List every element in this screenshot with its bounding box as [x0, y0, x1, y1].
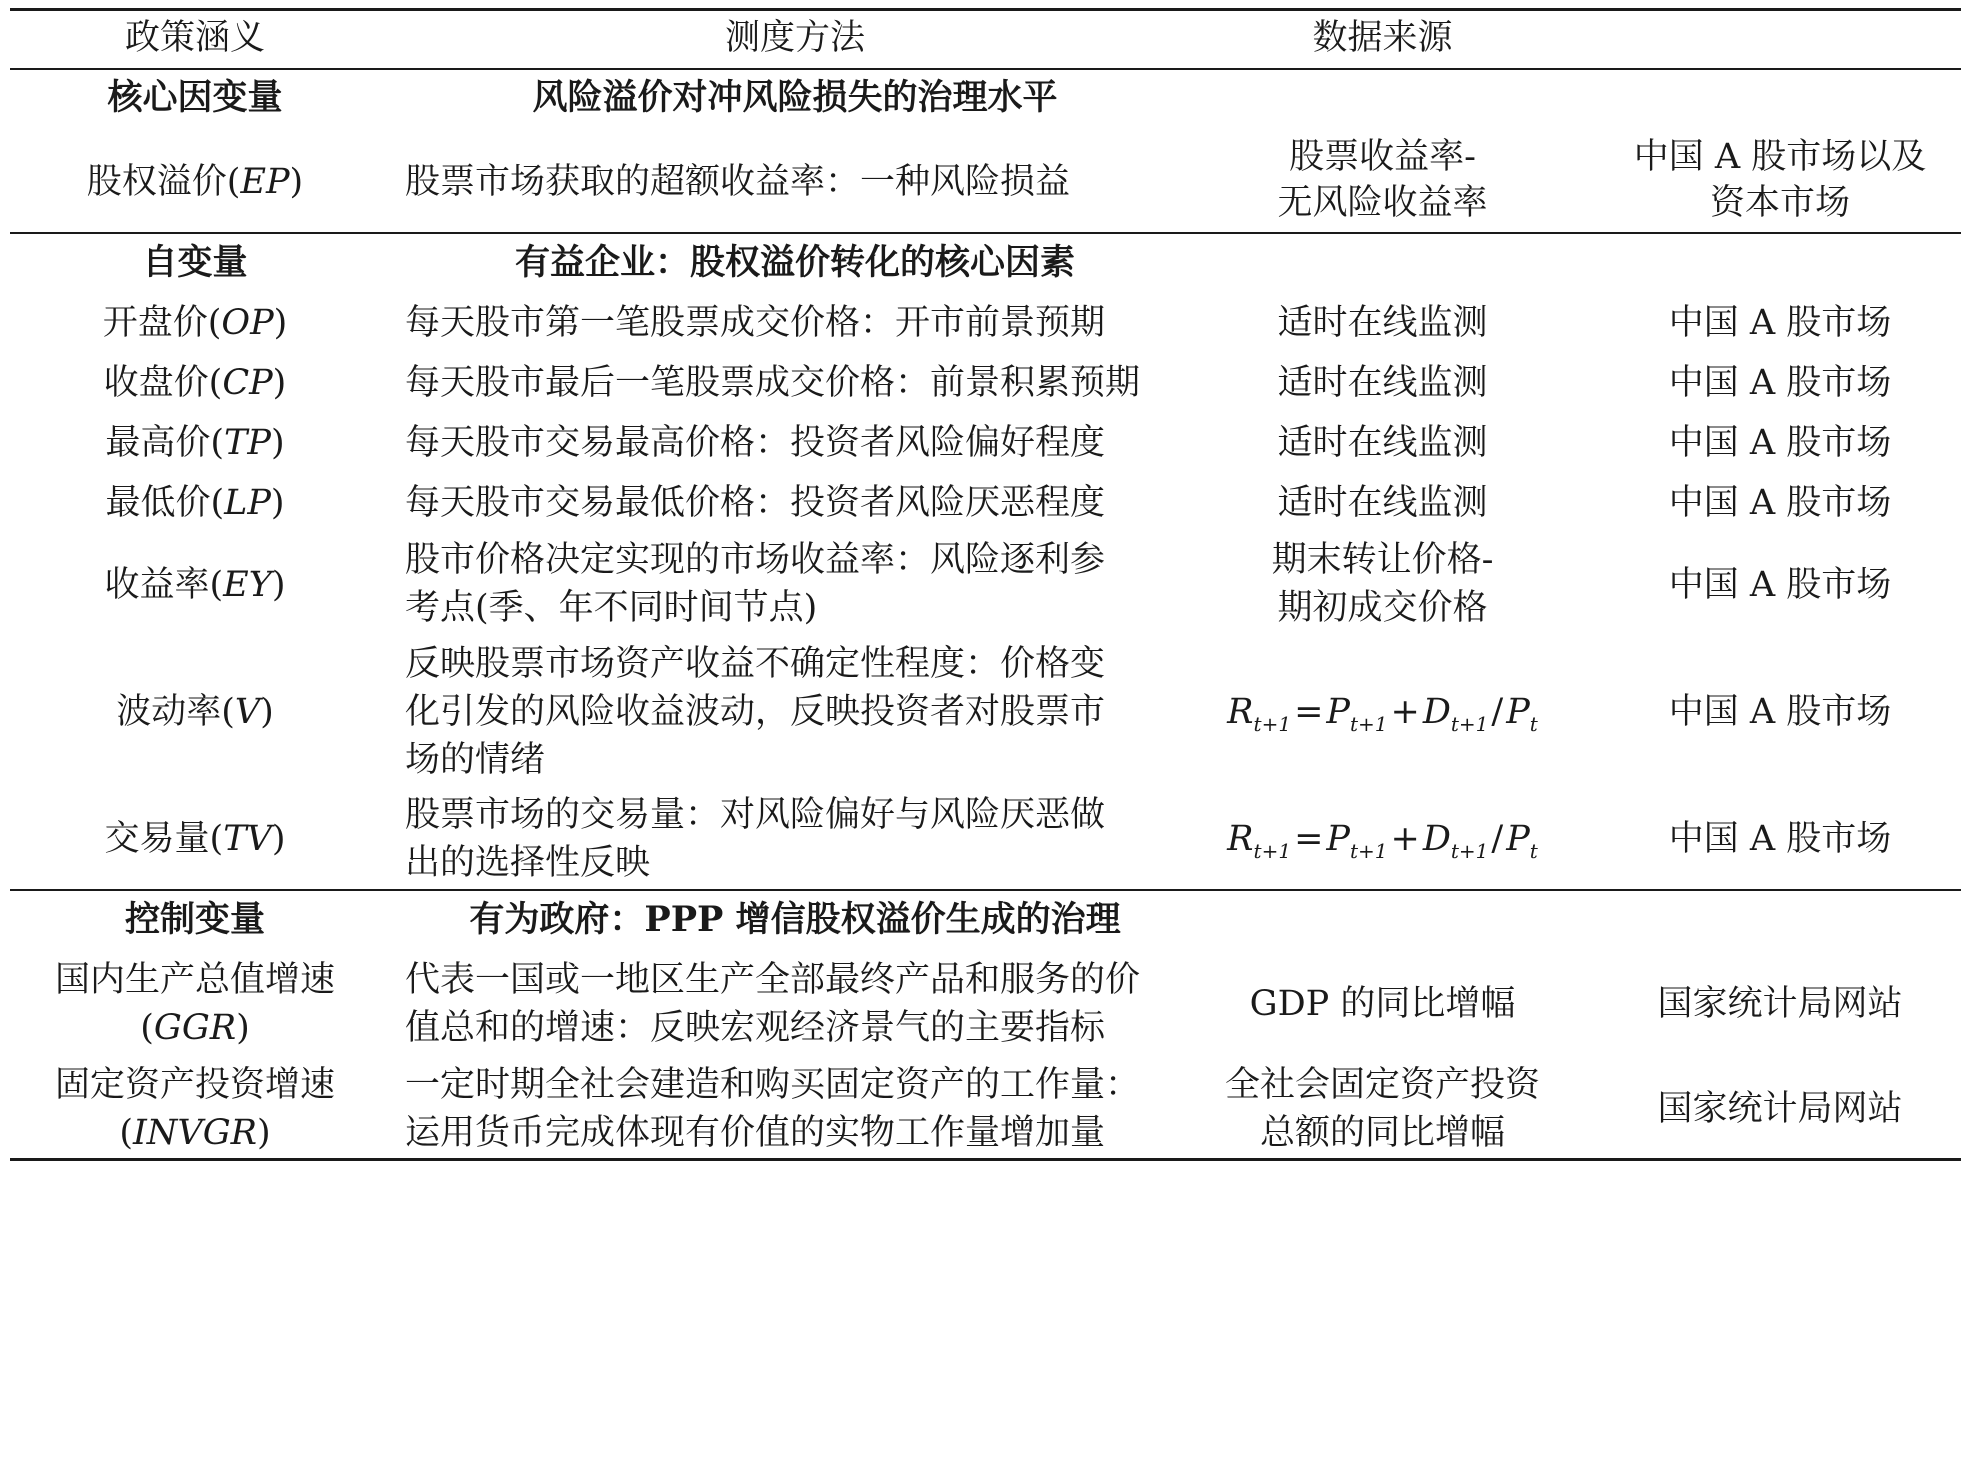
source-text: 中国 A 股市场 [1668, 303, 1892, 343]
measure-text: 全社会固定资产投资 [1224, 1065, 1540, 1105]
method-text: 场的情绪 [405, 740, 546, 780]
method-text: 出的选择性反映 [405, 843, 651, 883]
return-formula: $R_{t+1}=P_{t+1}+D_{t+1}/P_t$ [1227, 819, 1538, 863]
section-title: 核心因变量 [107, 77, 283, 118]
variable-name: 波动率(V) [116, 692, 274, 732]
section-title: 控制变量 [124, 899, 265, 940]
method-text: 值总和的增速：反映宏观经济景气的主要指标 [405, 1008, 1106, 1048]
variable-name: 开盘价(OP) [102, 303, 288, 343]
variable-name: 国内生产总值增速 [54, 960, 335, 1000]
variable-name: 固定资产投资增速 [54, 1065, 335, 1105]
measure-text: 股票收益率- 无风险收益率 [1277, 137, 1488, 223]
section-subtitle: 风险溢价对冲风险损失的治理水平 [532, 77, 1058, 118]
source-text: 中国 A 股市场以及 资本市场 [1633, 137, 1927, 223]
header-col-source: 数据来源 [1312, 18, 1453, 58]
method-text: 代表一国或一地区生产全部最终产品和服务的价 [405, 960, 1141, 1000]
header-col-method: 测度方法 [724, 18, 865, 58]
method-text: 反映股票市场资产收益不确定性程度：价格变 [405, 644, 1106, 684]
source-text: 中国 A 股市场 [1668, 692, 1892, 732]
method-text: 每天股市交易最高价格：投资者风险偏好程度 [405, 423, 1106, 463]
source-text: 中国 A 股市场 [1668, 565, 1892, 605]
section-subtitle: 有为政府：PPP 增信股权溢价生成的治理 [469, 899, 1121, 940]
method-text: 股票市场的交易量：对风险偏好与风险厌恶做 [405, 795, 1106, 835]
variable-abbr: (GGR) [140, 1008, 250, 1048]
measure-text: 适时在线监测 [1277, 303, 1488, 343]
variable-abbr: (INVGR) [119, 1113, 271, 1153]
header-col-policy: 政策涵义 [124, 18, 265, 58]
method-text: 化引发的风险收益波动，反映投资者对股票市 [405, 692, 1106, 732]
method-text: 运用货币完成体现有价值的实物工作量增加量 [405, 1113, 1106, 1153]
variable-name: 最低价(LP) [105, 483, 285, 523]
variable-name: 最高价(TP) [105, 423, 285, 463]
measure-text: GDP 的同比增幅 [1249, 984, 1516, 1024]
variable-name: 收盘价(CP) [103, 363, 287, 403]
source-text: 中国 A 股市场 [1668, 423, 1892, 463]
source-text: 中国 A 股市场 [1668, 483, 1892, 523]
method-text: 每天股市交易最低价格：投资者风险厌恶程度 [405, 483, 1106, 523]
return-formula: $R_{t+1}=P_{t+1}+D_{t+1}/P_t$ [1227, 692, 1538, 736]
method-text: 每天股市最后一笔股票成交价格：前景积累预期 [405, 363, 1141, 403]
variable-name: 收益率(EY) [104, 565, 286, 605]
section-title: 自变量 [142, 242, 248, 283]
method-text: 股市价格决定实现的市场收益率：风险逐利参 [405, 540, 1106, 580]
measure-text: 期末转让价格- [1271, 540, 1494, 580]
method-text: 考点(季、年不同时间节点) [405, 588, 818, 628]
measure-text: 适时在线监测 [1277, 483, 1488, 523]
source-text: 中国 A 股市场 [1668, 363, 1892, 403]
source-text: 国家统计局网站 [1657, 984, 1903, 1024]
method-text: 一定时期全社会建造和购买固定资产的工作量： [405, 1065, 1141, 1105]
source-text: 中国 A 股市场 [1668, 819, 1892, 859]
method-text: 股票市场获取的超额收益率：一种风险损益 [405, 162, 1071, 202]
variable-name: 交易量(TV) [104, 819, 286, 859]
variable-name: 股权溢价(EP) [86, 162, 304, 202]
section-subtitle: 有益企业：股权溢价转化的核心因素 [514, 242, 1075, 283]
method-text: 每天股市第一笔股票成交价格：开市前景预期 [405, 303, 1106, 343]
measure-text: 期初成交价格 [1277, 588, 1488, 628]
measure-text: 适时在线监测 [1277, 363, 1488, 403]
measure-text: 适时在线监测 [1277, 423, 1488, 463]
measure-text: 总额的同比增幅 [1259, 1113, 1505, 1153]
source-text: 国家统计局网站 [1657, 1089, 1903, 1129]
